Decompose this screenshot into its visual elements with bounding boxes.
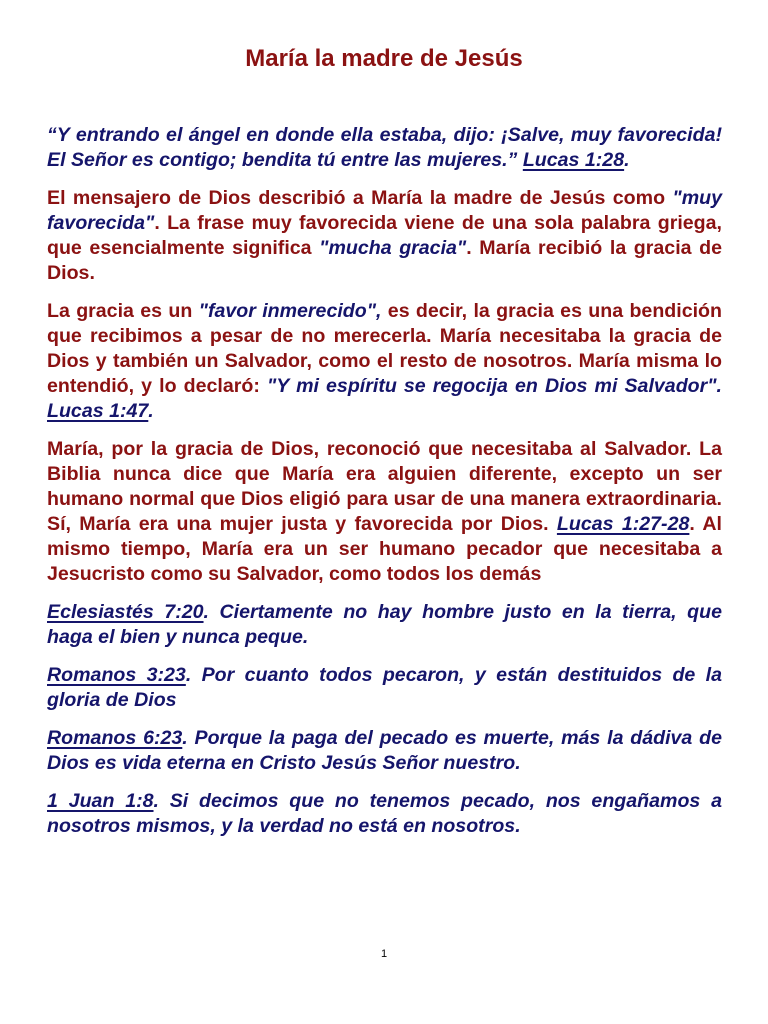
- body-text: María, por la gracia de Dios, reconoció que necesitaba al Salvador. La Biblia nunca dice que María era alguien diferente, excepto un ser humano normal que Dios eligió para usar de una manera extraordinaria. Sí, María era una mujer justa y favorecida por Dios.: [47, 438, 722, 535]
- body-text: . Al mismo tiempo, María era un ser humano pecador que necesitaba a Jesucristo como su Salvador, como todos los demás: [47, 513, 722, 585]
- scripture-reference-link[interactable]: Lucas 1:47: [47, 400, 149, 422]
- body-text: . La frase muy favorecida viene de una sola palabra griega, que esencialmente significa: [47, 212, 722, 259]
- document-title: María la madre de Jesús: [245, 45, 523, 72]
- paragraph: [47, 186, 722, 286]
- document-body: [47, 123, 722, 852]
- paragraph: [47, 299, 722, 424]
- quoted-text: “Y entrando el ángel en donde ella estaba, dijo: ¡Salve, muy favorecida! El Señor es contigo; bendita tú entre las mujeres.”: [47, 124, 722, 171]
- quoted-text: "mucha gracia": [319, 237, 467, 259]
- scripture-reference-link[interactable]: Romanos 3:23: [47, 664, 186, 686]
- quoted-text: .: [624, 149, 630, 171]
- body-text: El mensajero de Dios describió a María la madre de Jesús como: [47, 187, 673, 209]
- quoted-text: . Ciertamente no hay hombre justo en la tierra, que haga el bien y nunca peque.: [47, 601, 722, 648]
- body-text: La gracia es un: [47, 300, 199, 322]
- quoted-text: "Y mi espíritu se regocija en Dios mi Salvador".: [266, 375, 722, 397]
- body-text: es decir, la gracia es una bendición que recibimos a pesar de no merecerla. María necesitaba la gracia de Dios y también un Salvador, como el resto de nosotros. María misma lo entendió, y lo declaró:: [47, 300, 722, 397]
- scripture-reference-link[interactable]: Romanos 6:23: [47, 727, 183, 749]
- body-text: . María recibió la gracia de Dios.: [47, 237, 723, 284]
- quoted-text: . Porque la paga del pecado es muerte, más la dádiva de Dios es vida eterna en Cristo Jesús Señor nuestro.: [47, 727, 722, 774]
- paragraph: [47, 726, 722, 776]
- quoted-text: "muy favorecida": [47, 187, 722, 234]
- quoted-text: .: [148, 400, 154, 422]
- paragraph: [47, 663, 722, 713]
- paragraph: [47, 437, 722, 587]
- quoted-text: "favor inmerecido",: [198, 300, 382, 322]
- scripture-reference-link[interactable]: Lucas 1:28: [522, 149, 625, 171]
- paragraph: [47, 600, 722, 650]
- page-number: 1: [380, 948, 388, 960]
- paragraph: [47, 789, 722, 839]
- quoted-text: . Si decimos que no tenemos pecado, nos engañamos a nosotros mismos, y la verdad no está en nosotros.: [47, 790, 722, 837]
- scripture-reference-link[interactable]: Lucas 1:27-28: [556, 513, 690, 535]
- quoted-text: . Por cuanto todos pecaron, y están destituidos de la gloria de Dios: [47, 664, 722, 711]
- paragraph: [47, 123, 722, 173]
- scripture-reference-link[interactable]: Eclesiastés 7:20: [47, 601, 204, 623]
- scripture-reference-link[interactable]: 1 Juan 1:8: [47, 790, 154, 812]
